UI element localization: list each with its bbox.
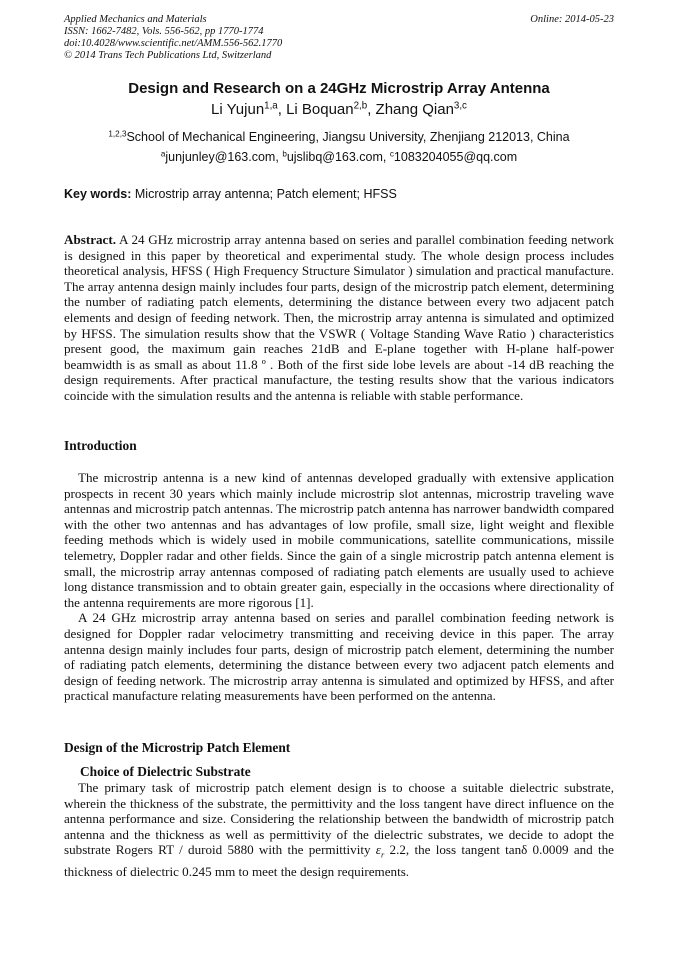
paragraph: The microstrip antenna is a new kind of antennas developed gradually with extensive application prospects in recent 30 years which mainly include microstrip slot antennas, microstrip traveling wave antennas and microstrip patch antennas. The microstrip patch antenna has narrower bandwidth compared with the other two antennas and has advantages of low profile, small size, light weight and flexible feeding methods which is widely used in mobile communications, satellite communications, missile telemetry, Doppler radar and other fields. Since the gain of a single microstrip patch antenna element is small, the microstrip array antennas composed of radiating patch elements are usually used to achieve long distance transmission and to obtain greater gain, especially in the occasions where directionality of the antenna requirements are more rigorous [1]. bbox=[64, 470, 614, 610]
author-sup: 1,a bbox=[264, 100, 278, 112]
text: The primary task of microstrip patch element design is to choose a suitable dielectric substrate, wherein the thickness of the substrate, the permittivity and the loss tangent have direct influence on the antenna performance and size. Considering the relationship between the bandwidth of microstrip patch antenna and the thickness as well as permittivity of the dielectric substrates, we decide to adopt the substrate Rogers RT / duroid 5880 with the permittivity bbox=[64, 780, 614, 858]
author-sup: 2,b bbox=[353, 100, 368, 112]
author-sup: 3,c bbox=[453, 100, 467, 112]
journal-name: Applied Mechanics and Materials bbox=[64, 14, 207, 25]
author-name: Zhang Qian bbox=[375, 101, 454, 118]
choice-subheading: Choice of Dielectric Substrate bbox=[80, 764, 251, 779]
authors: Li Yujun$^{1,a}$, Li Boquan$^{2,b}$, Zhang Qian$^{3,c}$ bbox=[211, 100, 467, 118]
doi: doi:10.4028/www.scientific.net/AMM.556-562.1770 bbox=[64, 38, 283, 49]
introduction-body bbox=[64, 470, 614, 704]
epsilon-symbol: ε bbox=[375, 842, 381, 858]
design-heading: Design of the Microstrip Patch Element bbox=[64, 740, 291, 755]
keywords-text: Microstrip array antenna; Patch element; HFSS bbox=[134, 187, 397, 201]
copyright: © 2014 Trans Tech Publications Ltd, Switzerland bbox=[64, 50, 272, 61]
design-body bbox=[64, 780, 614, 879]
introduction-heading: Introduction bbox=[64, 438, 137, 453]
journal-header bbox=[64, 14, 614, 62]
email-sup: b bbox=[282, 149, 287, 159]
affiliation-text: School of Mechanical Engineering, Jiangsu University, Zhenjiang 212013, China bbox=[126, 130, 570, 144]
paragraph bbox=[64, 780, 614, 879]
email-sup: c bbox=[389, 149, 394, 159]
abstract bbox=[64, 232, 614, 404]
paper-title: Design and Research on a 24GHz Microstrip Array Antenna bbox=[128, 80, 550, 97]
email: junjunley@163.com bbox=[165, 150, 276, 164]
email: ujslibq@163.com bbox=[286, 150, 383, 164]
email: 1083204055@qq.com bbox=[393, 150, 518, 164]
author-name: Li Yujun bbox=[211, 101, 265, 118]
keywords bbox=[64, 187, 397, 201]
abstract-text: A 24 GHz microstrip array antenna based on series and parallel combination feeding network is designed in this paper by theoretical and experimental study. The whole design process includes theoretical analysis, HFSS ( High Frequency Structure Simulator ) simulation and practical manufacture. The array antenna design mainly includes four parts, design of the microstrip patch element, determining the number of radiating patch elements, determining the distance between every two adjacent patch elements and design of feeding network. Then, the microstrip array antenna is simulated and optimized by HFSS. The simulation results show that the VSWR ( Voltage Standing Wave Ratio ) characteristics present good, the maximum gain reaches 21dB and E-plane together with H-plane half-power beamwidth is as small as about 11.8 º . Both of the first side lobe levels are about -14 dB reaching the design requirements. After practical manufacture, the testing results show that the various indicators coincide with the simulation results and the antenna is reliable with stable performance. bbox=[64, 232, 614, 403]
online-date: Online: 2014-05-23 bbox=[530, 14, 614, 25]
paragraph: A 24 GHz microstrip array antenna based on series and parallel combination feeding network is designed for Doppler radar velocimetry transmitting and receiving device in this paper. The array antenna design mainly includes four parts, design of microstrip patch element, determining the number of radiating patch elements, determining the distance between every two adjacent patch elements and design of feeding network. The microstrip array antenna is simulated and optimized by HFSS, and after practical manufacture relating measurements have been performed on the antenna. bbox=[64, 610, 614, 704]
text: 2.2, the loss tangent tanδ 0.0009 and the thickness of dielectric 0.245 mm to meet the design requirements. bbox=[64, 842, 614, 879]
emails: $^a$junjunley@163.com, $^b$ujslibq@163.com, $^c$1083204055@qq.com bbox=[160, 149, 518, 164]
affiliation bbox=[0, 130, 678, 144]
author-name: Li Boquan bbox=[286, 101, 354, 118]
epsilon-subscript: r bbox=[380, 849, 385, 860]
email-sup: a bbox=[160, 149, 166, 159]
keywords-label: Key words: bbox=[64, 187, 132, 201]
abstract-label: Abstract. bbox=[64, 232, 116, 247]
issn: ISSN: 1662-7482, Vols. 556-562, pp 1770-1774 bbox=[64, 26, 264, 37]
affiliation-sup: 1,2,3 bbox=[108, 129, 127, 139]
